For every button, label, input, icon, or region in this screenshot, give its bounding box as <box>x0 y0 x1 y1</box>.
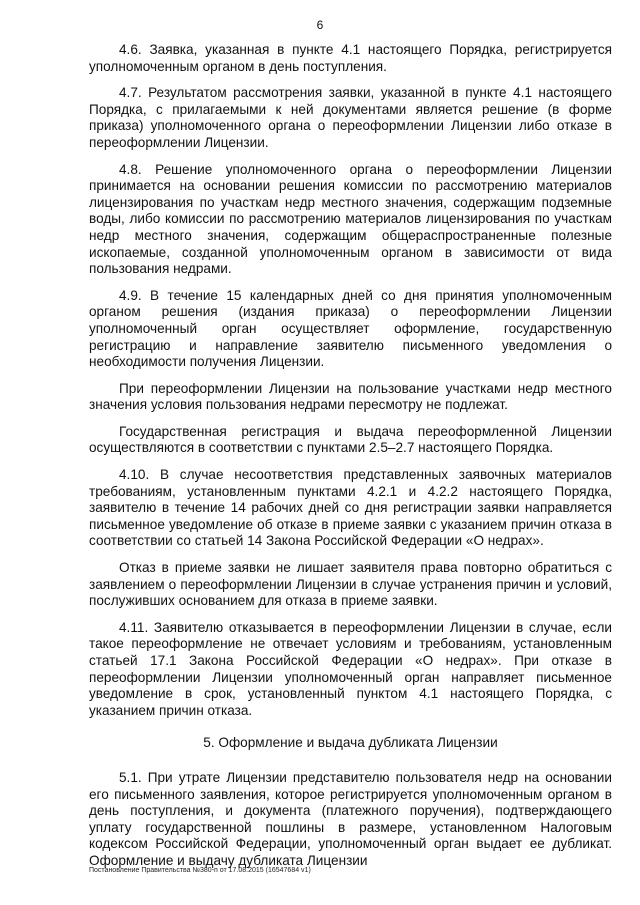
document-footer: Постановление Правительства №380-п от 17.08.2015 (16547684 v1) <box>89 867 311 874</box>
section-heading: 5. Оформление и выдача дубликата Лицензии <box>203 735 498 751</box>
paragraph-4-11: 4.11. Заявителю отказывается в переоформлении Лицензии в случае, если такое переоформление не отвечает условиям и требованиям, установленным статьей 17.1 Закона Российской Федерации «О недрах». При отказе в переоформлении Лицензии уполномоченный орган направляет письменное уведомление в срок, установленный пунктом 4.1 настоящего Порядка, с указанием причин отказа. <box>89 619 612 718</box>
paragraph-5-1: 5.1. При утрате Лицензии представителю пользователя недр на основании его письменного заявления, которое регистрируется уполномоченным органом в день поступления, и документа (платежного поручения), подтверждающего уплату государственной пошлины в размере, установленном Налоговым кодексом Российской Федерации, уполномоченный орган выдает ее дубликат. Оформление и выдачу дубликата Лицензии <box>89 769 612 868</box>
paragraph-4-8: 4.8. Решение уполномоченного органа о переоформлении Лицензии принимается на основании решения комиссии по рассмотрению материалов лицензирования по участкам недр местного значения, содержащим подземные воды, либо комиссии по рассмотрению материалов лицензирования по участкам недр местного значения, содержащим общераспространенные полезные ископаемые, созданной уполномоченным органом в зависимости от вида пользования недрами. <box>89 161 612 277</box>
paragraph-4-9: 4.9. В течение 15 календарных дней со дня принятия уполномоченным органом решения (издания приказа) о переоформлении Лицензии уполномоченный орган осуществляет оформление, государственную регистрацию и направление заявителю письменного уведомления о необходимости получения Лицензии. <box>89 287 612 370</box>
paragraph-state-registration: Государственная регистрация и выдача переоформленной Лицензии осуществляются в соответствии с пунктами 2.5–2.7 настоящего Порядка. <box>89 423 612 456</box>
document-body <box>89 42 612 880</box>
paragraph-refusal-note: Отказ в приеме заявки не лишает заявителя права повторно обратиться с заявлением о переоформлении Лицензии в случае устранения причин и условий, послуживших основанием для отказа в приеме заявки. <box>89 560 612 609</box>
paragraph-4-10: 4.10. В случае несоответствия представленных заявочных материалов требованиям, установленным пунктами 4.2.1 и 4.2.2 настоящего Порядка, заявителю в течение 14 рабочих дней со дня регистрации заявки направляется письменное уведомление об отказе в приеме заявки с указанием причин отказа в соответствии со статьей 14 Закона Российской Федерации «О недрах». <box>89 467 612 549</box>
page-number: 6 <box>316 18 324 32</box>
paragraph-4-6: 4.6. Заявка, указанная в пункте 4.1 настоящего Порядка, регистрируется уполномоченным органом в день поступления. <box>89 42 612 74</box>
paragraph-reissue-conditions: При переоформлении Лицензии на пользование участками недр местного значения условия пользования недрами пересмотру не подлежат. <box>89 380 612 413</box>
paragraph-4-7: 4.7. Результатом рассмотрения заявки, указанной в пункте 4.1 настоящего Порядка, с прилагаемыми к ней документами является решение (в форме приказа) уполномоченного органа о переоформлении Лицензии либо отказе в переоформлении Лицензии. <box>89 85 612 150</box>
